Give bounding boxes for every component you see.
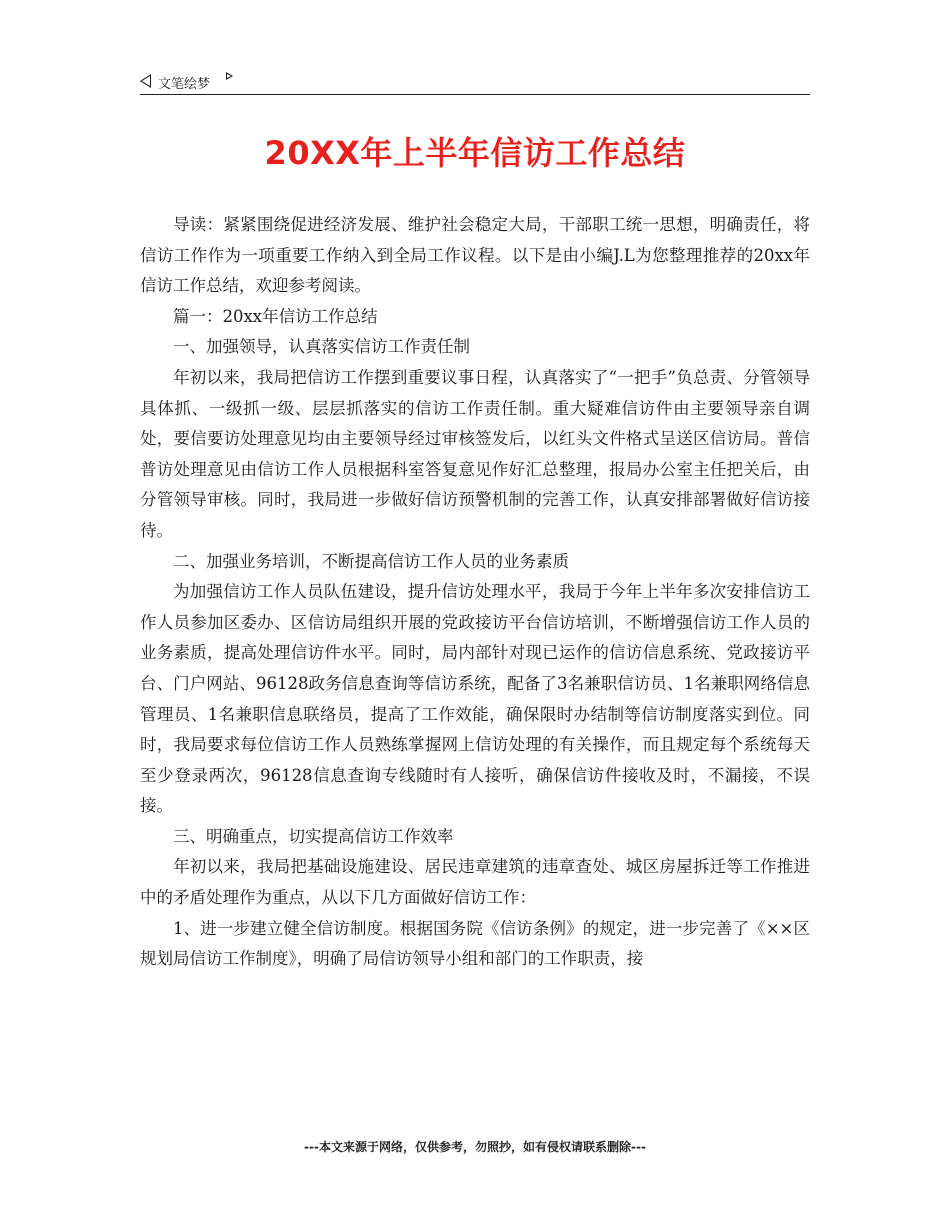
paragraph-section-3-body: 年初以来，我局把基础设施建设、居民违章建筑的违章查处、城区房屋拆迁等工作推进中的矛盾处理作为重点，从以下几方面做好信访工作： [140,857,810,908]
paragraph-intro: 导读：紧紧围绕促进经济发展、维护社会稳定大局，干部职工统一思想，明确责任，将信访工作作为一项重要工作纳入到全局工作议程。以下是由小编J.L为您整理推荐的20xx年信访工作总结，欢迎参考阅读。 [140,215,810,296]
footer-notice: ---本文来源于网络，仅供参考，勿照抄，如有侵权请联系删除--- [304,1140,646,1154]
paragraph-section-2-body: 为加强信访工作人员队伍建设，提升信访处理水平，我局于今年上半年多次安排信访工作人员参加区委办、区信访局组织开展的党政接访平台信访培训，不断增强信访工作人员的业务素质，提高处理信访件水平。同时，局内部针对现已运作的信访信息系统、党政接访平台、门户网站、96128政务信息查询等信访系统，配备了3名兼职信访员、1名兼职网络信息管理员、1名兼职信息联络员，提高了工作效能，确保限时办结制等信访制度落实到位。同时，我局要求每位信访工作人员熟练掌握网上信访处理的有关操作，而且规定每个系统每天至少登录两次，96128信息查询专线随时有人接听，确保信访件接收及时，不漏接，不误接。 [140,582,810,816]
paragraph-section-1-heading: 一、加强领导，认真落实信访工作责任制 [173,337,470,357]
page-header [140,70,810,95]
document-title: 20XX年上半年信访工作总结 [264,134,686,172]
paragraph-section-1-body: 年初以来，我局把信访工作摆到重要议事日程，认真落实了“一把手”负总责、分管领导具体抓、一级抓一级、层层抓落实的信访工作责任制。重大疑难信访件由主要领导亲自调处，要信要访处理意见均由主要领导经过审核签发后，以红头文件格式呈送区信访局。普信普访处理意见由信访工作人员根据科室答复意见作好汇总整理，报局办公室主任把关后，由分管领导审核。同时，我局进一步做好信访预警机制的完善工作，认真安排部署做好信访接待。 [140,367,810,540]
paragraph-section-2-heading: 二、加强业务培训，不断提高信访工作人员的业务素质 [173,551,569,571]
paragraph-item-1: 1、进一步建立健全信访制度。根据国务院《信访条例》的规定，进一步完善了《××区规划局信访工作制度》，明确了局信访领导小组和部门的工作职责，接 [140,918,810,969]
paragraph-section-3-heading: 三、明确重点，切实提高信访工作效率 [173,826,454,846]
triangle-right-icon [226,72,233,80]
brand-name: 文笔绘梦 [158,77,211,92]
document-body [140,210,810,975]
triangle-left-icon [140,74,151,88]
paragraph-chapter-heading: 篇一：20xx年信访工作总结 [173,306,378,326]
